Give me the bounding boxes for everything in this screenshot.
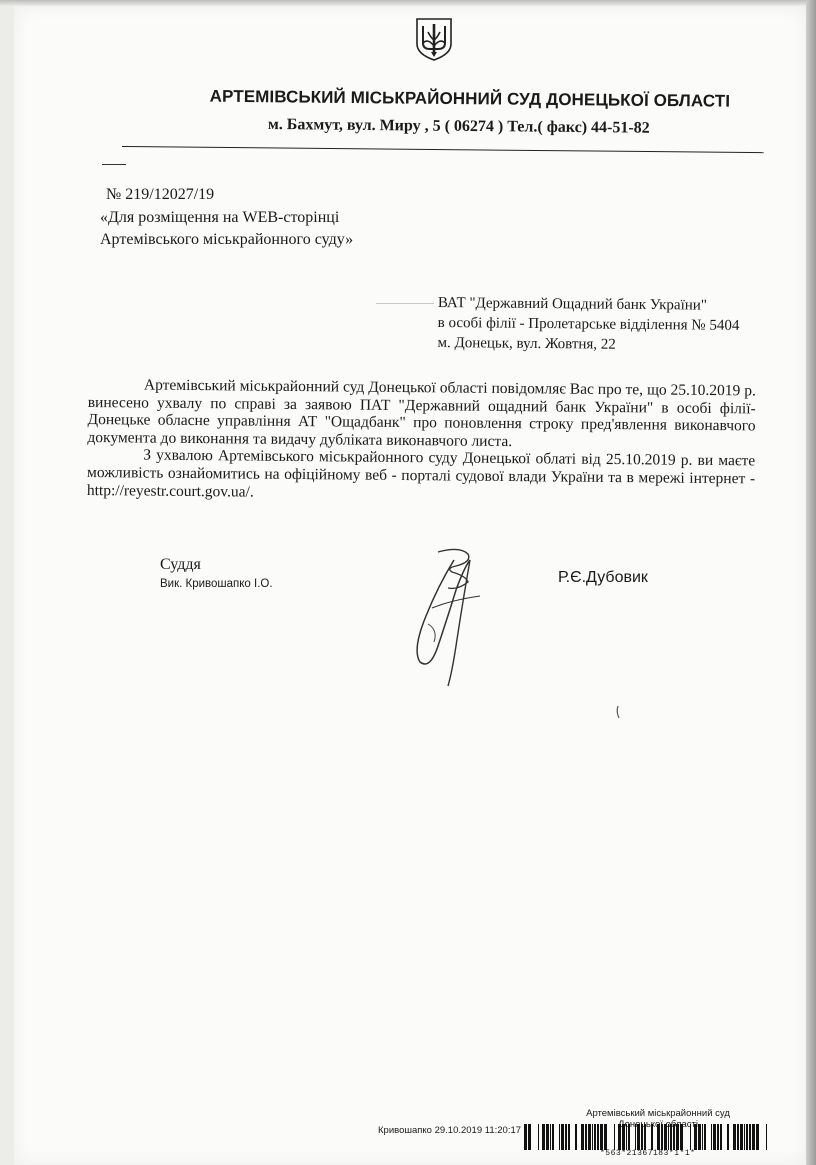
- web-note-line: «Для розміщення на WEB-сторінці: [100, 209, 340, 226]
- ink-speck-icon: [612, 704, 624, 720]
- court-address: м. Бахмут, вул. Миру , 5 ( 06274 ) Тел.( факс) 44-51-82: [267, 116, 650, 137]
- body-paragraph: Артемівський міськрайонний суд Донецької області повідомляє Вас про те, що 25.10.2019 р. винесено ухвалу по справі за заявою ПАТ "Державний ощадний банк України" в особі філії- Донецьке обласне управління АТ "Ощадбанк" про поновлення строку пред'явлення виконавчого документа до виконання та видачу дубліката виконавчого листа.: [87, 376, 756, 450]
- recipient-dash: [376, 303, 434, 304]
- recipient-line: в особі філії - Пролетарське відділення № 5404: [437, 314, 740, 334]
- web-placement-note: [100, 207, 420, 251]
- court-name: АРТЕМІВСЬКИЙ МІСЬКРАЙОННИЙ СУД ДОНЕЦЬКОЇ ОБЛАСТІ: [209, 86, 731, 111]
- ukraine-trident-emblem-icon: [414, 16, 454, 62]
- short-divider: [102, 164, 126, 165]
- barcode-icon: [524, 1124, 770, 1150]
- judge-title: Суддя: [160, 556, 201, 573]
- stamp-author-datetime: Кривошапко 29.10.2019 11:20:17: [378, 1125, 522, 1136]
- acting-judge: Вик. Кривошапко І.О.: [160, 578, 273, 590]
- web-note-line: Артемівського міськрайонного суду»: [100, 231, 354, 248]
- recipient-block: [437, 293, 768, 356]
- judge-name: Р.Є.Дубовик: [558, 569, 648, 586]
- recipient-line: ВАТ "Державний Ощадний банк України": [437, 294, 708, 314]
- barcode-text: *563*21367183*1*1*: [600, 1149, 696, 1158]
- handwritten-signature-icon: [408, 546, 492, 694]
- letter-body: [87, 376, 756, 506]
- stamp-court-line: Артемівський міськрайонний суд: [586, 1108, 730, 1119]
- recipient-line: м. Донецьк, вул. Жовтня, 22: [437, 334, 616, 353]
- stamp-court-line: Донецької: [618, 1119, 663, 1130]
- reference-number: № 219/12027/19: [106, 186, 215, 203]
- body-paragraph: З ухвалою Артемівського міськрайонного суду Донецької облаті від 25.10.2019 р. ви маєте можливість ознайомитись на офіційному веб - порталі судової влади України та в мережі інтернет - http://reyestr.court.gov.ua/.: [86, 446, 756, 501]
